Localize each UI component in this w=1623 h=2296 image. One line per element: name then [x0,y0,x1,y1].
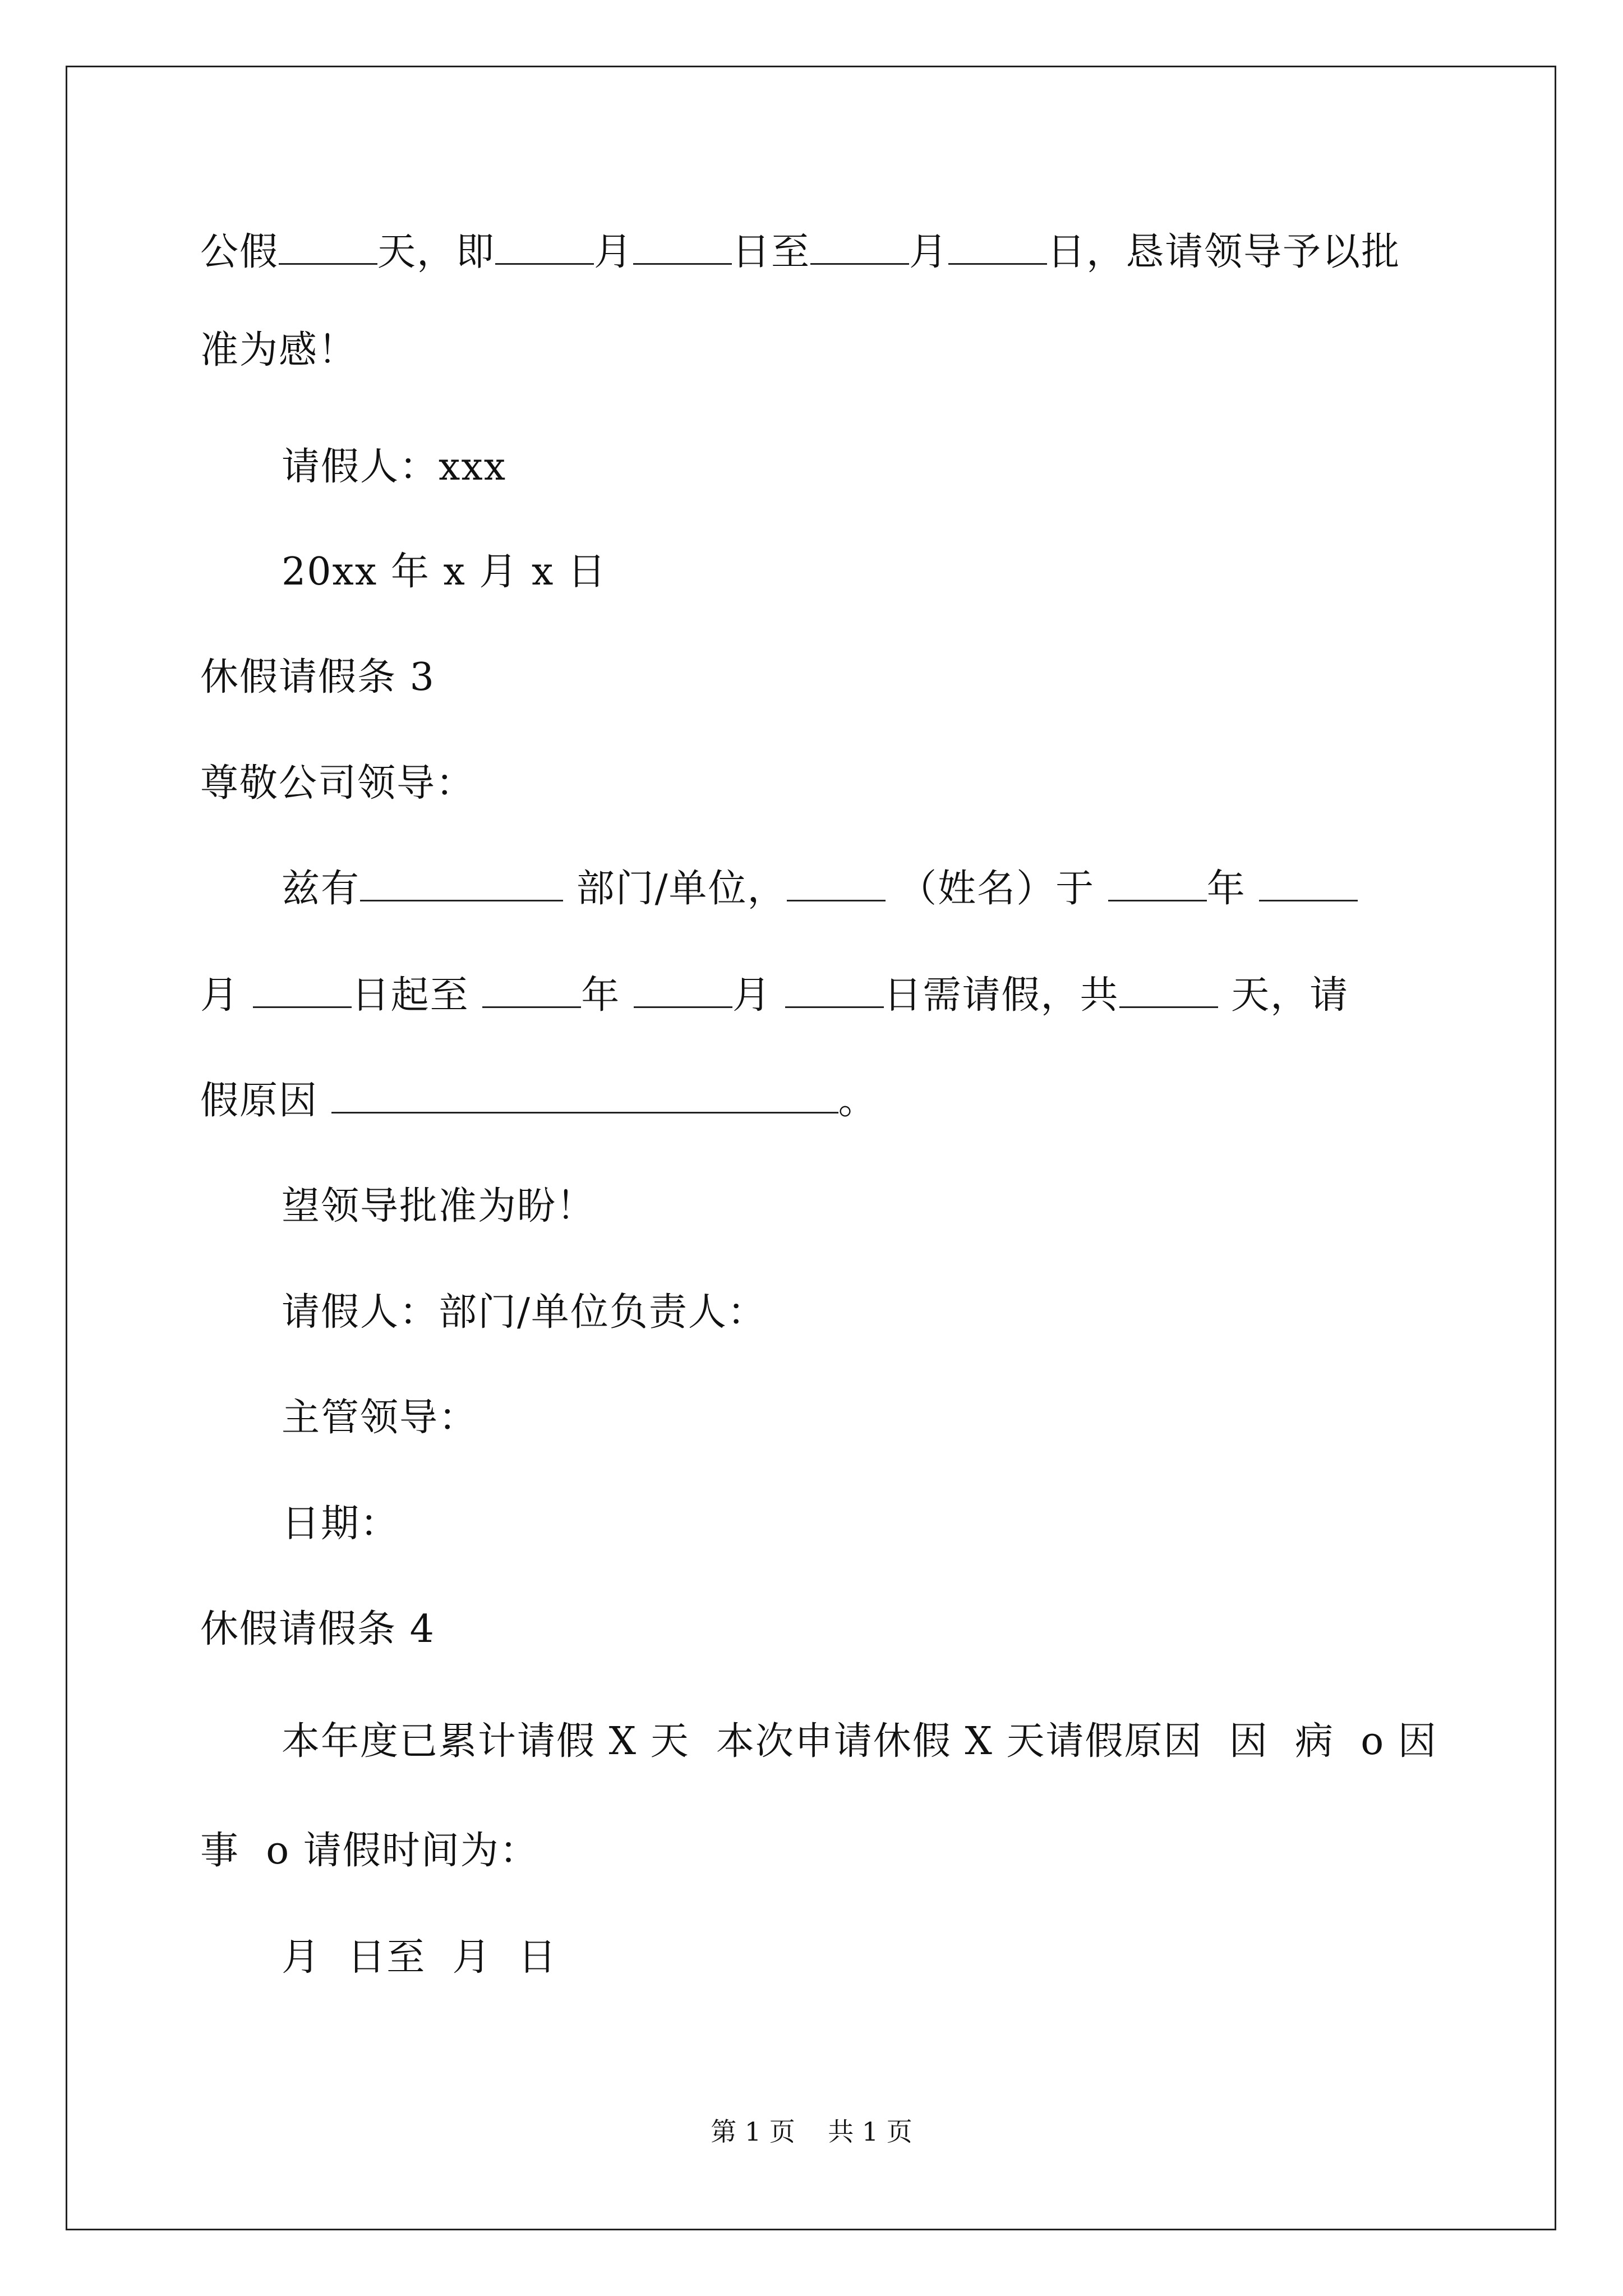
blank-days [279,228,377,265]
body-line-summary: 本年度已累计请假 X 天 本次申请休假 X 天请假原因 因 病 o 因 [282,1719,1437,1764]
text-fragment: 天，请 [1218,973,1349,1018]
blank-total-days [1119,972,1218,1008]
text-fragment: 天，即 [377,230,496,274]
text-fragment: 。 [838,1079,878,1123]
blank-end-month [634,972,732,1008]
text-fragment: 假原因 [200,1079,331,1123]
blank-year [1108,865,1207,901]
text-line-leave-dates [200,227,1400,278]
applicant-line: 请假人：xxx [282,445,507,489]
blank-end-day [785,972,884,1008]
blank-start-day [253,972,352,1008]
text-line-approval: 准为感！ [200,328,358,372]
text-fragment: （姓名）于 [885,867,1108,911]
blank-department [360,865,563,901]
blank-end-year [482,972,581,1008]
text-fragment: 日起至 [351,973,483,1018]
section-title-4: 休假请假条 4 [200,1607,435,1651]
text-fragment: 年 [581,973,634,1018]
blank-name [787,865,886,901]
body-line-time: 事 o 请假时间为： [200,1829,539,1873]
text-fragment: 月 [594,230,634,274]
salutation: 尊敬公司领导： [200,761,476,806]
text-fragment: 部门/单位， [563,867,787,911]
signature-line: 请假人：部门/单位负责人： [282,1290,767,1335]
text-fragment: 月 [909,230,949,274]
text-fragment: 日，恳请领导予以批 [1047,230,1401,274]
text-fragment: 日至 [732,230,811,274]
text-fragment: 月 [200,973,253,1018]
text-fragment: 月 [732,973,785,1018]
text-fragment: 兹有 [282,867,361,911]
blank-end-day [948,228,1047,265]
body-line-department [282,864,1358,914]
supervisor-line: 主管领导： [282,1396,478,1440]
text-fragment: 日需请假，共 [883,973,1119,1018]
text-fragment: 年 [1206,867,1260,911]
page-border [66,66,1556,2230]
blank-month [1259,865,1358,901]
request-line: 望领导批准为盼！ [282,1184,596,1228]
blank-start-day [633,228,732,265]
section-title-3: 休假请假条 3 [200,655,435,700]
blank-end-month [810,228,909,265]
blank-start-month [495,228,594,265]
date-line: 20xx 年 x 月 x 日 [282,550,607,594]
text-fragment: 公假 [200,230,279,274]
body-line-reason [200,1076,878,1126]
body-line-dates [200,970,1349,1021]
blank-reason [331,1077,838,1114]
date-label-line: 日期： [282,1502,400,1546]
time-range-line: 月 日至 月 日 [282,1935,557,1980]
page-footer: 第 1 页 共 1 页 [711,2116,912,2147]
